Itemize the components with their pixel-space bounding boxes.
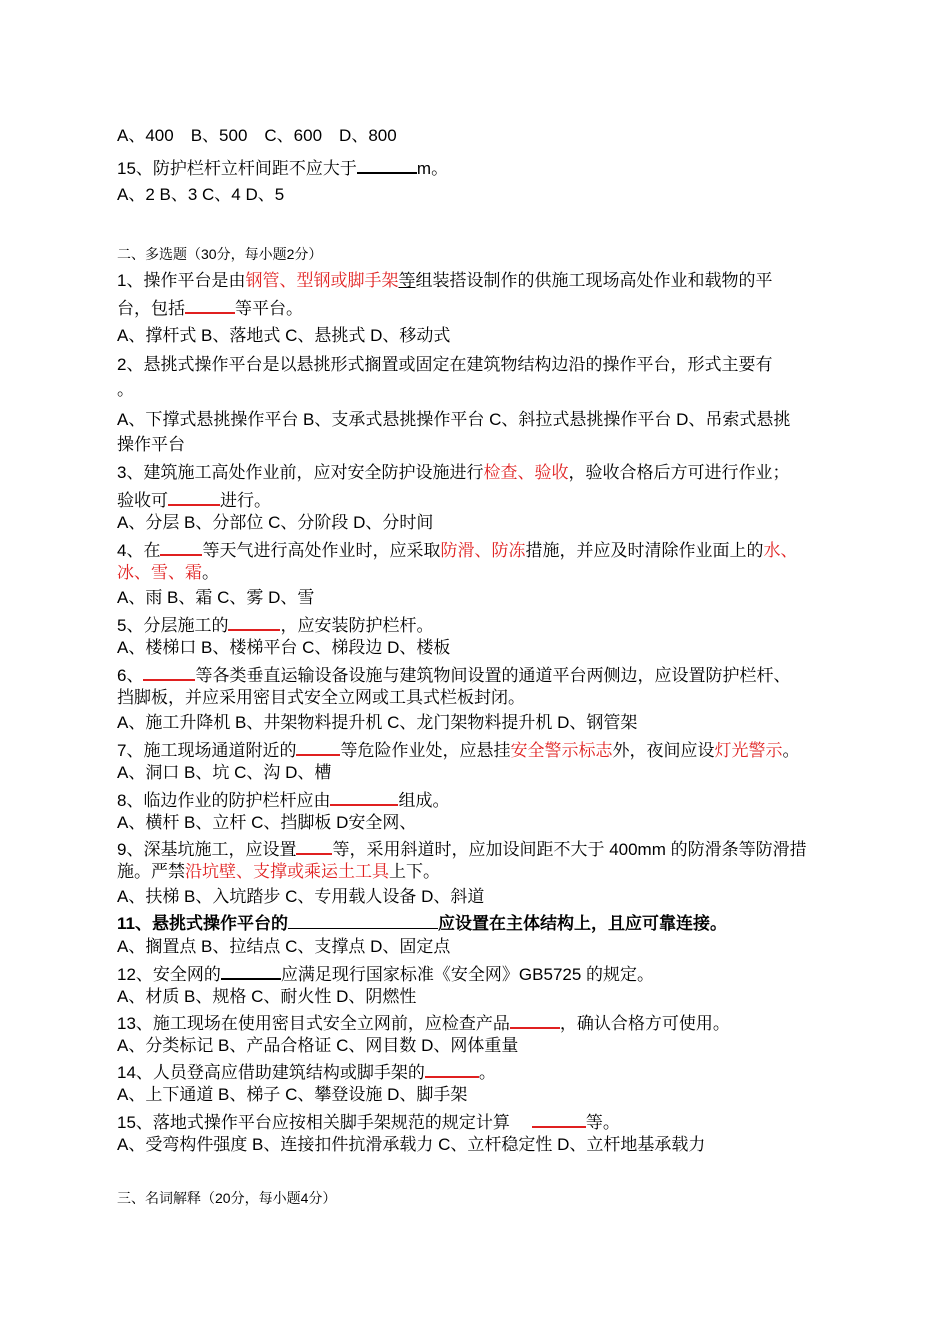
q13-text: 13、施工现场在使用密目式安全立网前，应检查产品 <box>117 1014 510 1033</box>
q2-line-1: 2、悬挑式操作平台是以悬挑形式搁置或固定在建筑物结构边沿的操作平台，形式主要有 <box>117 355 773 374</box>
q14-line <box>117 1058 857 1085</box>
q1-line-2 <box>117 294 857 321</box>
q4-answer-highlight-3: 冰、雪、霜 <box>117 563 202 582</box>
answer-blank <box>160 536 202 556</box>
q11-text-end: 应设置在主体结构上，且应可靠连接。 <box>437 914 727 933</box>
q5-line <box>117 611 857 638</box>
q2-options-line-1: A、下撑式悬挑操作平台 B、支承式悬挑操作平台 C、斜拉式悬挑操作平台 D、吊索式悬挑 <box>117 410 791 429</box>
q3-text-cont: ，验收合格后方可进行作业； <box>568 463 790 482</box>
q1-text: 1、操作平台是由 <box>117 271 246 290</box>
q2-line-2: 。 <box>117 380 134 399</box>
q2-options-line-2: 操作平台 <box>117 435 185 454</box>
q11-text: 11、悬挑式操作平台的 <box>117 914 288 933</box>
q4-options: A、雨 B、霜 C、雾 D、雪 <box>117 588 315 607</box>
q4-answer-highlight: 防滑、防冻 <box>440 541 526 560</box>
q1-line-1 <box>117 269 857 293</box>
answer-blank <box>425 1058 479 1078</box>
q9-answer-highlight: 沿坑壁、支撑或乘运土工具 <box>185 862 389 881</box>
q13-text-end: ，确认合格方可使用。 <box>559 1014 730 1033</box>
answer-blank <box>510 1009 560 1029</box>
q4-text: 4、在 <box>117 541 161 560</box>
answer-blank <box>532 1108 586 1128</box>
q7-text-cont-2: 外，夜间应设 <box>612 741 715 760</box>
q11-line <box>117 910 857 936</box>
q5-text-end: ，应安装防护栏杆。 <box>280 616 434 635</box>
q8-text-end: 组成。 <box>398 791 450 810</box>
q5-text: 5、分层施工的 <box>117 616 229 635</box>
q14-text-end: 。 <box>478 1063 496 1082</box>
q9-line-1 <box>117 835 857 862</box>
section-2-heading: 二、多选题（30分，每小题2分） <box>117 246 323 262</box>
q9-options: A、扶梯 B、入坑踏步 C、专用载人设备 D、斜道 <box>117 887 485 906</box>
q13-options: A、分类标记 B、产品合格证 C、网目数 D、网体重量 <box>117 1036 519 1055</box>
q7-line <box>117 736 857 763</box>
q7-options: A、洞口 B、坑 C、沟 D、槽 <box>117 763 332 782</box>
q8-line <box>117 786 857 813</box>
answer-blank <box>228 611 280 631</box>
q1-answer-highlight: 钢管、型钢或脚手架 <box>245 271 399 290</box>
answer-blank <box>357 154 417 174</box>
q5-options: A、楼梯口 B、楼梯平台 C、梯段边 D、楼板 <box>117 638 451 657</box>
q14-options: A、上下通道 B、梯子 C、攀登设施 D、脚手架 <box>117 1085 468 1104</box>
q7-answer-highlight: 安全警示标志 <box>510 741 613 760</box>
q9-text: 9、深基坑施工，应设置 <box>117 840 297 859</box>
q6-options: A、施工升降机 B、井架物料提升机 C、龙门架物料提升机 D、钢管架 <box>117 713 638 732</box>
q15-prev-question <box>117 154 857 181</box>
q14-text: 14、人员登高应借助建筑结构或脚手架的 <box>117 1063 425 1082</box>
q1-text-2: 台，包括 <box>117 299 185 318</box>
q15-options: A、受弯构件强度 B、连接扣件抗滑承载力 C、立杆稳定性 D、立杆地基承载力 <box>117 1135 706 1154</box>
q4-line-1 <box>117 536 857 563</box>
q7-answer-highlight-2: 灯光警示 <box>714 741 783 760</box>
answer-blank <box>330 786 398 806</box>
q9-text-2: 施。严禁 <box>117 862 185 881</box>
q12-options: A、材质 B、规格 C、耐火性 D、阴燃性 <box>117 987 417 1006</box>
q15-prev-options: A、2 B、3 C、4 D、5 <box>117 185 285 204</box>
q3-text-2: 验收可 <box>117 491 168 510</box>
q6-text-cont: 等各类垂直运输设备设施与建筑物间设置的通道平台两侧边，应设置防护栏杆、 <box>195 666 791 685</box>
answer-blank <box>143 661 195 681</box>
q1-underlined-text: 等 <box>398 271 416 290</box>
q9-text-cont: 等，采用斜道时，应加设间距不大于 400mm 的防滑条等防滑措 <box>332 840 807 859</box>
answer-blank <box>288 910 438 929</box>
q13-line <box>117 1009 857 1036</box>
q1-text-3: 等平台。 <box>235 299 303 318</box>
q8-text: 8、临边作业的防护栏杆应由 <box>117 791 331 810</box>
q7-text-end: 。 <box>782 741 800 760</box>
q15-line <box>117 1108 857 1135</box>
q7-text-cont: 等危险作业处，应悬挂 <box>340 741 511 760</box>
q6-text: 6、 <box>117 666 144 685</box>
q12-text-end: 应满足现行国家标准《安全网》GB5725 的规定。 <box>280 965 655 984</box>
q4-text-cont-2: 措施，并应及时清除作业面上的 <box>525 541 764 560</box>
q9-line-2 <box>117 860 857 884</box>
answer-blank <box>296 835 332 855</box>
q3-options: A、分层 B、分部位 C、分阶段 D、分时间 <box>117 513 434 532</box>
answer-blank <box>296 736 340 756</box>
q3-line-1 <box>117 461 857 485</box>
q3-text-3: 进行。 <box>220 491 271 510</box>
q12-text: 12、安全网的 <box>117 965 221 984</box>
q7-text: 7、施工现场通道附近的 <box>117 741 297 760</box>
answer-blank <box>185 294 235 314</box>
q15-prev-text: 15、防护栏杆立杆间距不应大于 <box>117 159 357 178</box>
q6-line-1 <box>117 661 857 688</box>
section-3-heading: 三、名词解释（20分，每小题4分） <box>117 1190 337 1206</box>
q1-text-cont: 组装搭设制作的供施工现场高处作业和载物的平 <box>415 271 773 290</box>
q3-text: 3、建筑施工高处作业前，应对安全防护设施进行 <box>117 463 484 482</box>
q6-line-2: 挡脚板，并应采用密目式安全立网或工具式栏板封闭。 <box>117 688 525 707</box>
q1-options: A、撑杆式 B、落地式 C、悬挑式 D、移动式 <box>117 326 451 345</box>
answer-blank <box>221 960 281 980</box>
q8-options: A、横杆 B、立杆 C、挡脚板 D安全网、 <box>117 813 417 832</box>
q14-prev-options: A、400 B、500 C、600 D、800 <box>117 126 397 145</box>
q4-text-end: 。 <box>202 563 219 582</box>
q15-text-end: 等。 <box>585 1113 620 1132</box>
q3-line-2 <box>117 486 857 513</box>
q9-text-end: 上下。 <box>389 862 440 881</box>
answer-blank <box>168 486 220 506</box>
q12-line <box>117 960 857 987</box>
q3-answer-highlight: 检查、验收 <box>483 463 569 482</box>
q11-options: A、搁置点 B、拉结点 C、支撑点 D、固定点 <box>117 937 451 956</box>
q15-text: 15、落地式操作平台应按相关脚手架规范的规定计算 <box>117 1113 510 1132</box>
q15-prev-text-end: m。 <box>416 159 449 178</box>
q4-line-2 <box>117 561 857 585</box>
q4-text-cont: 等天气进行高处作业时，应采取 <box>202 541 441 560</box>
q4-answer-highlight-2: 水、 <box>763 541 798 560</box>
